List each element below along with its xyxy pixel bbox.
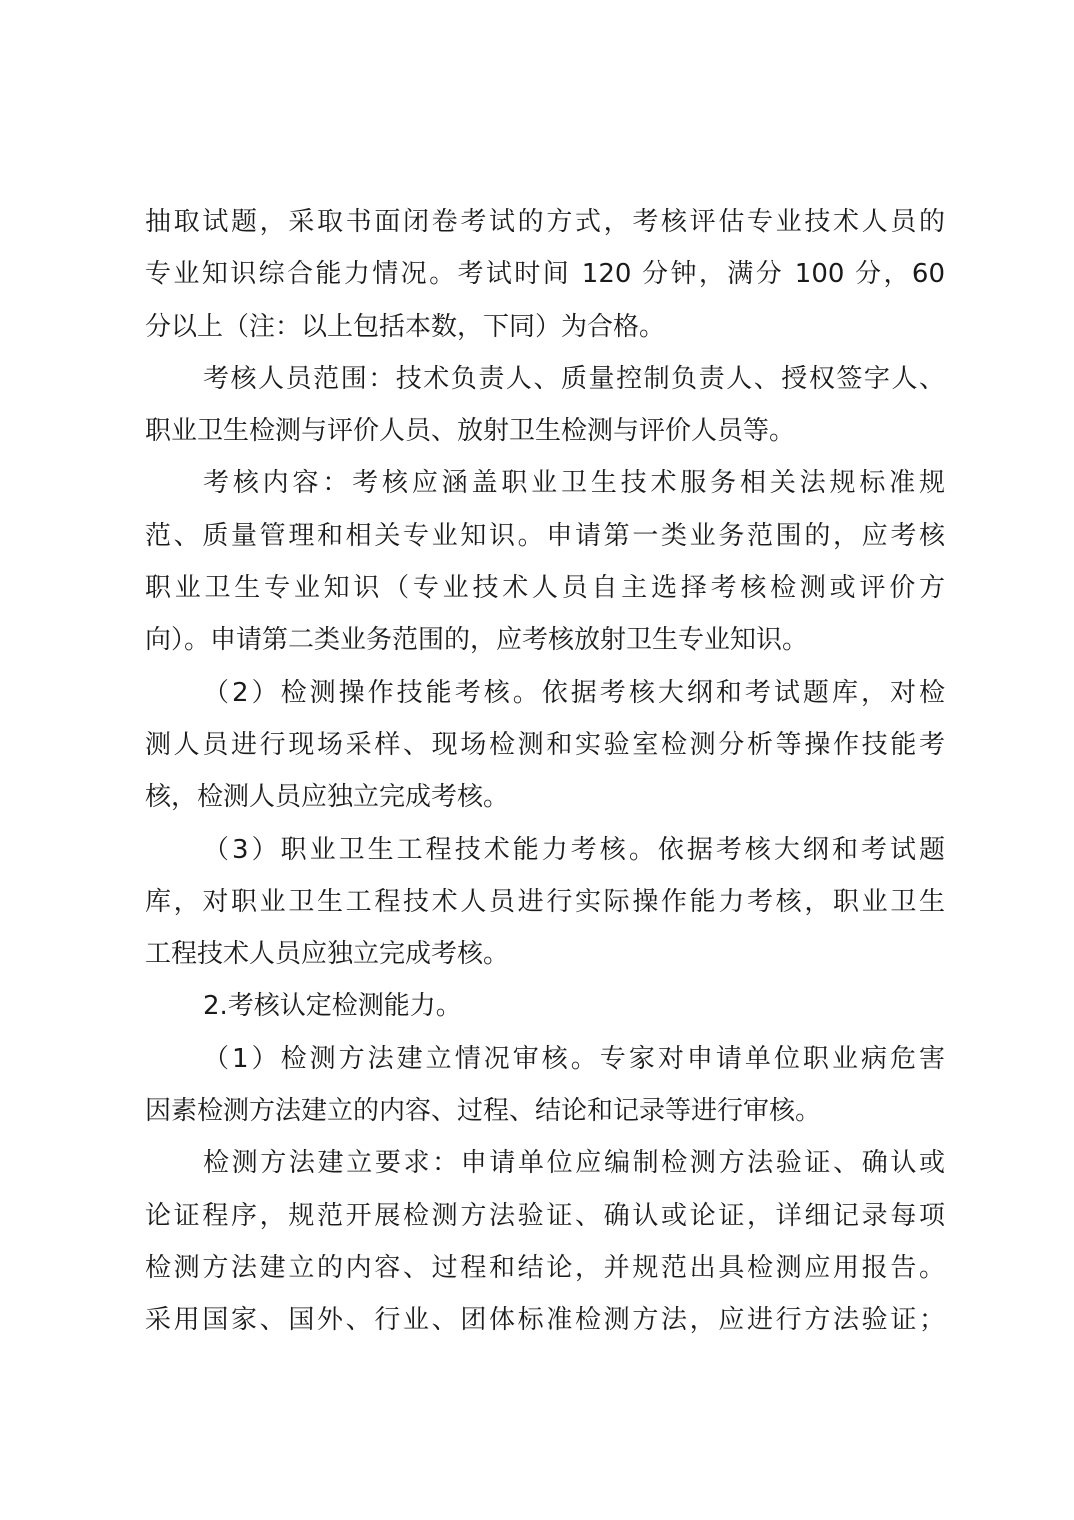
paragraph-start-line: 检测方法建立要求：申请单位应编制检测方法验证、确认或: [203, 1148, 945, 1179]
paragraph-start-line: （2）检测操作技能考核。依据考核大纲和考试题库，对检: [203, 677, 945, 708]
paragraph-start-line: 考核内容：考核应涵盖职业卫生技术服务相关法规标准规: [203, 468, 945, 499]
text-line: 论证程序，规范开展检测方法验证、确认或论证，详细记录每项: [145, 1200, 945, 1231]
document-body: [145, 196, 945, 1347]
paragraph-start-line: 考核人员范围：技术负责人、质量控制负责人、授权签字人、: [203, 363, 945, 394]
text-line: 采用国家、国外、行业、团体标准检测方法，应进行方法验证；: [145, 1305, 945, 1336]
text-line: 向）。申请第二类业务范围的，应考核放射卫生专业知识。: [145, 625, 809, 656]
text-line: 范、质量管理和相关专业知识。申请第一类业务范围的，应考核: [145, 520, 945, 551]
text-line: 分以上（注：以上包括本数，下同）为合格。: [145, 311, 666, 342]
text-line: 工程技术人员应独立完成考核。: [145, 939, 510, 970]
text-line: 检测方法建立的内容、过程和结论，并规范出具检测应用报告。: [145, 1252, 945, 1283]
text-line: 职业卫生专业知识（专业技术人员自主选择考核检测或评价方: [145, 573, 945, 604]
text-line: 抽取试题，采取书面闭卷考试的方式，考核评估专业技术人员的: [145, 207, 945, 237]
section-heading: 2.考核认定检测能力。: [203, 991, 462, 1022]
paragraph-start-line: （1）检测方法建立情况审核。专家对申请单位职业病危害: [203, 1043, 945, 1074]
text-line: 职业卫生检测与评价人员、放射卫生检测与评价人员等。: [145, 416, 796, 447]
text-line: 因素检测方法建立的内容、过程、结论和记录等进行审核。: [145, 1096, 822, 1127]
paragraph-start-line: （3）职业卫生工程技术能力考核。依据考核大纲和考试题: [203, 834, 945, 865]
text-line: 核，检测人员应独立完成考核。: [145, 782, 510, 813]
text-line: 专业知识综合能力情况。考试时间 120 分钟，满分 100 分，60: [145, 259, 945, 290]
text-line: 测人员进行现场采样、现场检测和实验室检测分析等操作技能考: [145, 729, 945, 760]
text-line: 库，对职业卫生工程技术人员进行实际操作能力考核，职业卫生: [145, 886, 945, 917]
